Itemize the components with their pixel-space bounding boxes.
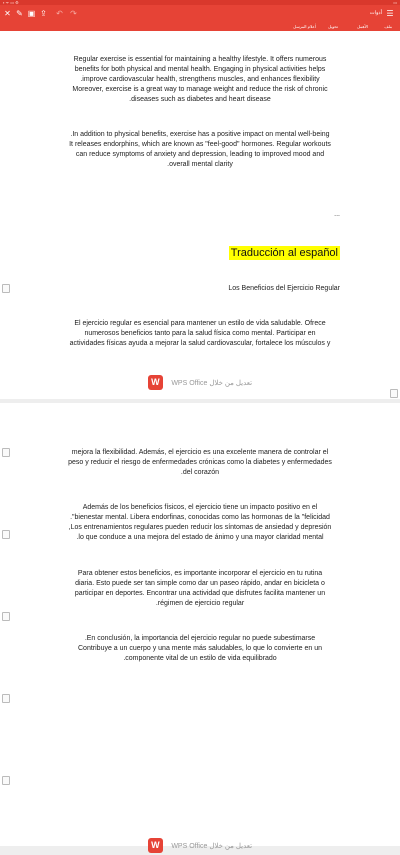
document-page-1 xyxy=(0,31,400,399)
comment-icon[interactable] xyxy=(390,389,398,398)
comment-icon[interactable] xyxy=(2,284,10,293)
wps-logo-icon: W xyxy=(148,838,163,853)
watermark-text: WPS Office تعديل من خلال xyxy=(171,842,253,850)
spanish-paragraph-4: .En conclusión, la importancia del ejercicio regular no puede subestimarse Contribuye a un cuerpo y una mente más saludables, lo que lo convierte en un .componente vital de un estilo de vida equilibrado xyxy=(78,635,322,662)
english-paragraph-1: Regular exercise is essential for maintaining a healthy lifestyle. It offers numerous benefits for both physical and mental health. Engaging in physical activities helps .improve cardiovascular health, strengthens muscles, and enhances flexibility Moreover, exercise is a great way to manage weight and reduce the risk of chronic .diseases such as diabetes and heart disease xyxy=(72,56,328,103)
spanish-paragraph-1-continued: mejora la flexibilidad. Además, el ejercicio es una excelente manera de controlar el peso y reducir el riesgo de enfermedades crónicas como la diabetes y enfermedades .del corazón xyxy=(68,449,332,476)
tab-home[interactable]: الأهمل xyxy=(357,24,368,29)
wps-logo-icon: W xyxy=(148,375,163,390)
tab-sender[interactable]: أعلام المرسل xyxy=(293,24,316,29)
share-icon[interactable]: ⇪ xyxy=(40,9,47,18)
undo-icon[interactable]: ↶ xyxy=(56,9,63,18)
watermark xyxy=(0,374,400,392)
translation-heading: Traducción al español xyxy=(230,247,338,259)
top-toolbar xyxy=(0,5,400,22)
edit-icon[interactable]: ✎ xyxy=(16,9,23,18)
tab-convert[interactable]: تحويل xyxy=(328,24,338,29)
spanish-subtitle: Los Beneficios del Ejercicio Regular xyxy=(228,285,340,292)
comment-icon[interactable] xyxy=(2,612,10,621)
watermark-text: WPS Office تعديل من خلال xyxy=(171,379,253,387)
document-page-2 xyxy=(0,403,400,851)
toolbar-title: أدوات xyxy=(369,10,382,16)
ellipsis-text: ... xyxy=(334,211,340,218)
battery-icon: ▭ xyxy=(393,0,397,5)
ribbon-tabs xyxy=(0,22,400,31)
menu-icon[interactable]: ☰ xyxy=(386,9,394,18)
save-icon[interactable]: ▣ xyxy=(27,9,36,18)
comment-icon[interactable] xyxy=(2,448,10,457)
spanish-paragraph-1: El ejercicio regular es esencial para mantener un estilo de vida saludable. Ofrece numerosos beneficios tanto para la salud física como mental. Participar en actividades físicas ayuda a mejorar la salud cardiovascular, fortalece los músculos y xyxy=(69,320,331,347)
close-icon[interactable]: ✕ xyxy=(4,9,11,18)
spanish-paragraph-2: Además de los beneficios físicos, el ejercicio tiene un impacto positivo en el ."bienestar mental. Libera endorfinas, conocidas como las hormonas de la "felicidad ,Los entrenamientos regulares pueden reducir los síntomas de ansiedad y depresión .lo que conduce a una mejora del estado de ánimo y una mayor claridad mental xyxy=(68,504,332,541)
status-icons-left: ▪︎ ᯤ ▭ ⚙ xyxy=(3,0,19,5)
comment-icon[interactable] xyxy=(2,776,10,785)
tab-file[interactable]: ملف xyxy=(384,24,392,29)
comment-icon[interactable] xyxy=(2,694,10,703)
watermark xyxy=(0,837,400,855)
spanish-paragraph-3: Para obtener estos beneficios, es importante incorporar el ejercicio en tu rutina diaria. Esto puede ser tan simple como dar un paseo rápido, andar en bicicleta o participar en deportes. Encontrar una actividad que disfrutes facilita mantener un .régimen de ejercicio regular xyxy=(74,570,326,607)
comment-icon[interactable] xyxy=(2,530,10,539)
redo-icon[interactable]: ↷ xyxy=(70,9,77,18)
english-paragraph-2: .In addition to physical benefits, exercise has a positive impact on mental well-being It releases endorphins, which are known as "feel-good" hormones. Regular workouts can reduce symptoms of anxiety and depression, leading to improved mood and .overall mental clarity xyxy=(69,131,331,168)
